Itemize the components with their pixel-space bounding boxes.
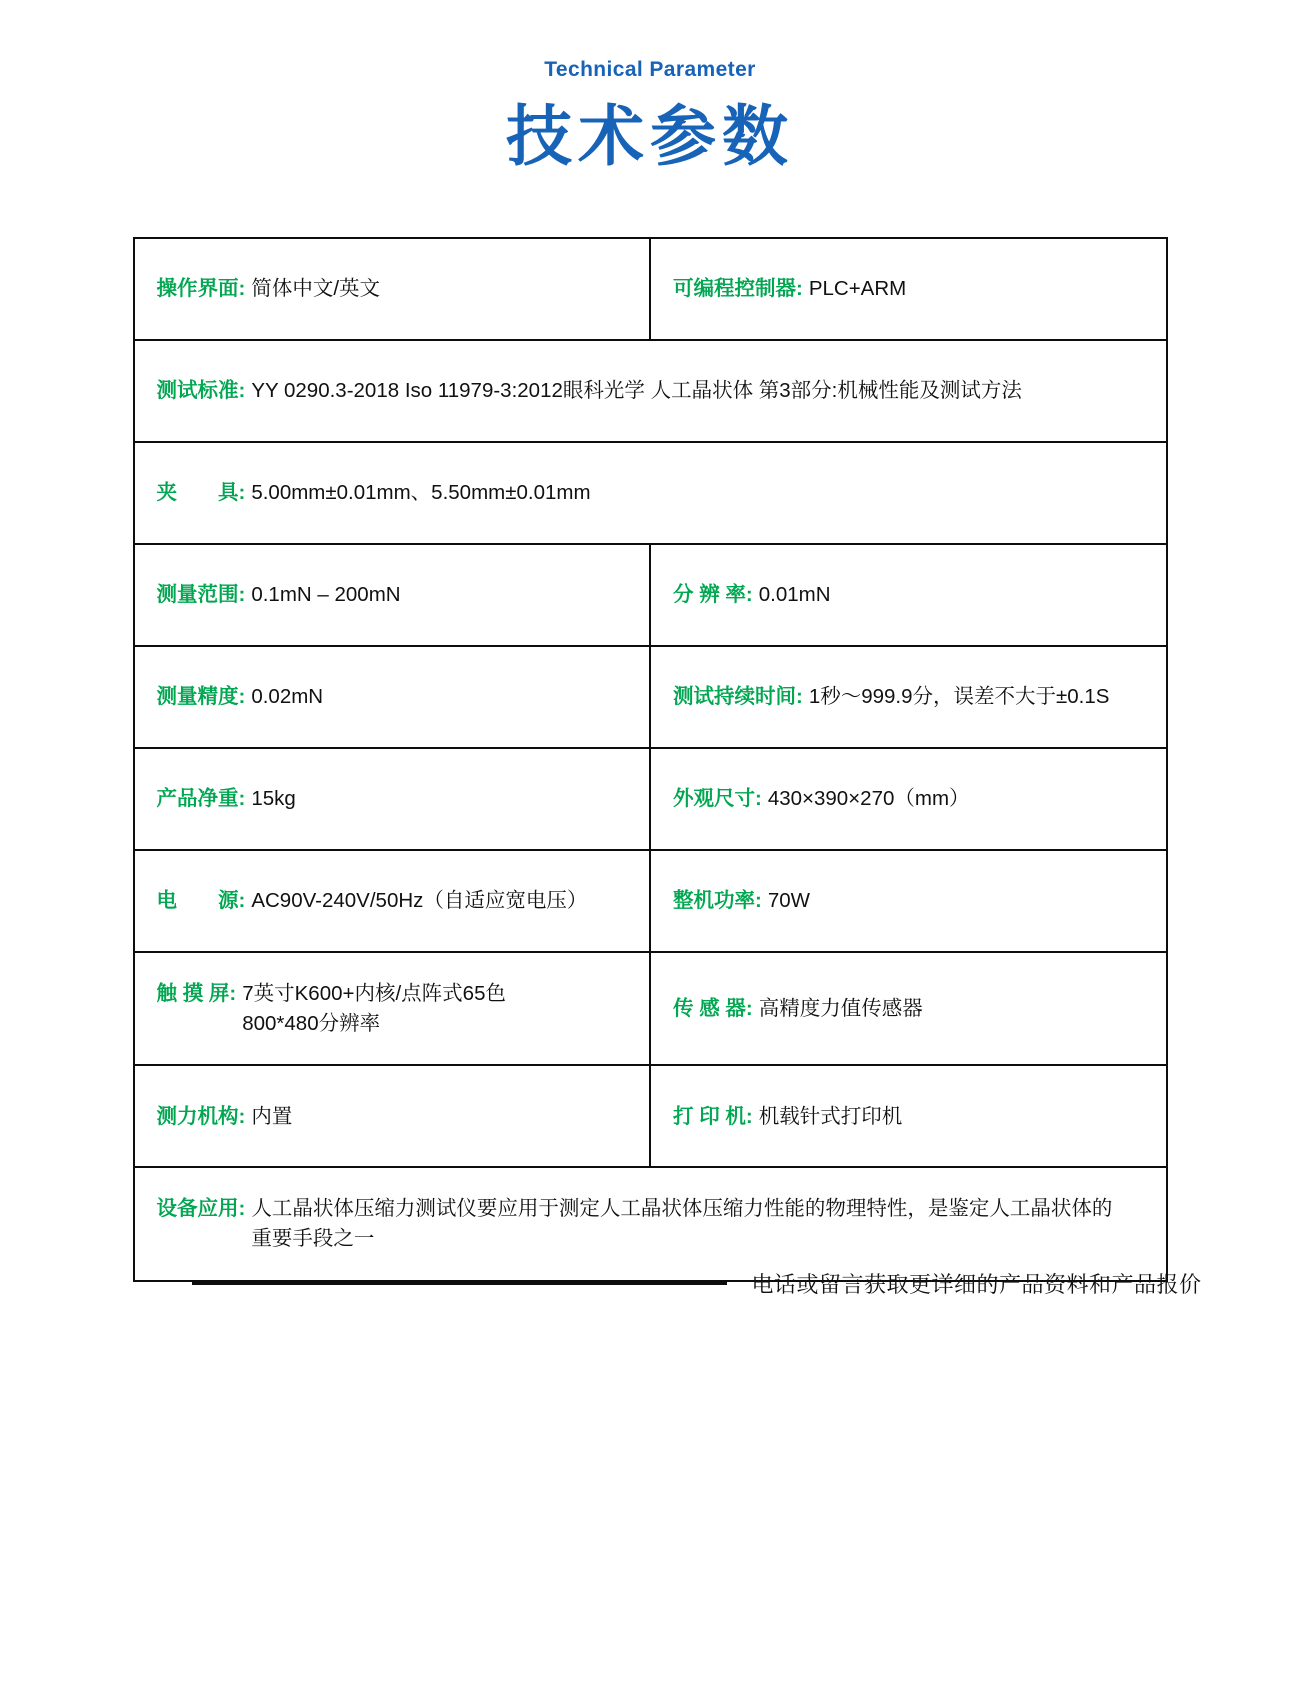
specifications-table <box>133 237 1168 1282</box>
spec-value: 内置 <box>251 1104 293 1128</box>
table-row <box>134 340 1167 442</box>
page-title: 技术参数 <box>506 99 794 174</box>
spec-cell-test-duration <box>650 646 1167 748</box>
spec-cell-power-supply <box>134 850 651 952</box>
table-row <box>134 1167 1167 1280</box>
spec-value: YY 0290.3-2018 Iso 11979-3:2012眼科光学 人工晶状体 第3部分:机械性能及测试方法 <box>251 379 1022 403</box>
spec-label: 传 感 器: <box>673 996 753 1020</box>
spec-cell-operation-interface <box>134 238 651 340</box>
spec-label: 外观尺寸: <box>673 787 762 811</box>
spec-value: 0.1mN – 200mN <box>251 583 401 607</box>
spec-label: 电 源: <box>156 889 246 913</box>
table-row <box>134 442 1167 544</box>
spec-label: 测力机构: <box>156 1104 246 1128</box>
spec-label: 可编程控制器: <box>673 277 803 301</box>
page-header <box>0 0 1300 175</box>
spec-value: 高精度力值传感器 <box>758 996 923 1020</box>
spec-value: 70W <box>767 889 810 913</box>
spec-label: 夹 具: <box>156 481 246 505</box>
spec-value <box>251 1194 1143 1253</box>
spec-value-line-2: 重要手段之一 <box>251 1227 375 1251</box>
spec-cell-sensor <box>650 952 1167 1065</box>
table-row <box>134 238 1167 340</box>
spec-label: 设备应用: <box>156 1197 246 1221</box>
spec-label: 操作界面: <box>156 277 246 301</box>
table-row <box>134 952 1167 1065</box>
spec-cell-measuring-accuracy <box>134 646 651 748</box>
spec-value: 430×390×270（mm） <box>767 787 970 811</box>
footer-divider <box>192 1282 727 1285</box>
spec-cell-printer <box>650 1065 1167 1167</box>
spec-cell-power-rating <box>650 850 1167 952</box>
spec-value: AC90V-240V/50Hz（自适应宽电压） <box>251 889 588 913</box>
spec-cell-touch-screen <box>134 952 651 1065</box>
spec-cell-application <box>134 1167 1167 1280</box>
spec-label: 打 印 机: <box>673 1104 753 1128</box>
spec-value-line-1: 7英寸K600+内核/点阵式65色 <box>242 981 506 1005</box>
spec-cell-resolution <box>650 544 1167 646</box>
spec-label: 分 辨 率: <box>673 583 753 607</box>
spec-cell-dimensions <box>650 748 1167 850</box>
table-row <box>134 850 1167 952</box>
spec-cell-measuring-range <box>134 544 651 646</box>
spec-value-line-1: 人工晶状体压缩力测试仪要应用于测定人工晶状体压缩力性能的物理特性，是鉴定人工晶状体的 <box>251 1197 1113 1221</box>
spec-value: 0.02mN <box>251 685 324 709</box>
spec-value: 5.00mm±0.01mm、5.50mm±0.01mm <box>251 481 591 505</box>
spec-cell-fixture <box>134 442 1167 544</box>
spec-label: 触 摸 屏: <box>156 981 237 1005</box>
spec-cell-controller <box>650 238 1167 340</box>
spec-label: 测量精度: <box>156 685 246 709</box>
spec-value: 15kg <box>251 787 296 811</box>
footer-contact-text: 电话或留言获取更详细的产品资料和产品报价 <box>751 1272 1202 1297</box>
spec-cell-test-standard <box>134 340 1167 442</box>
spec-table-container <box>133 237 1168 1282</box>
header-eyebrow: Technical Parameter <box>544 58 756 81</box>
spec-label: 整机功率: <box>673 889 762 913</box>
spec-value: 机载针式打印机 <box>758 1104 903 1128</box>
spec-value-line-2: 800*480分辨率 <box>242 1011 381 1035</box>
spec-cell-force-mechanism <box>134 1065 651 1167</box>
spec-value: PLC+ARM <box>808 277 907 301</box>
spec-value: 简体中文/英文 <box>251 277 381 301</box>
spec-label: 产品净重: <box>156 787 246 811</box>
spec-label: 测量范围: <box>156 583 246 607</box>
spec-label: 测试标准: <box>156 379 246 403</box>
table-row <box>134 748 1167 850</box>
table-row <box>134 1065 1167 1167</box>
page-footer <box>0 1268 1300 1299</box>
spec-cell-net-weight <box>134 748 651 850</box>
spec-value <box>242 979 627 1038</box>
spec-value: 1秒～999.9分，误差不大于±0.1S <box>808 685 1110 709</box>
spec-value: 0.01mN <box>758 583 831 607</box>
table-row <box>134 646 1167 748</box>
spec-label: 测试持续时间: <box>673 685 803 709</box>
table-row <box>134 544 1167 646</box>
